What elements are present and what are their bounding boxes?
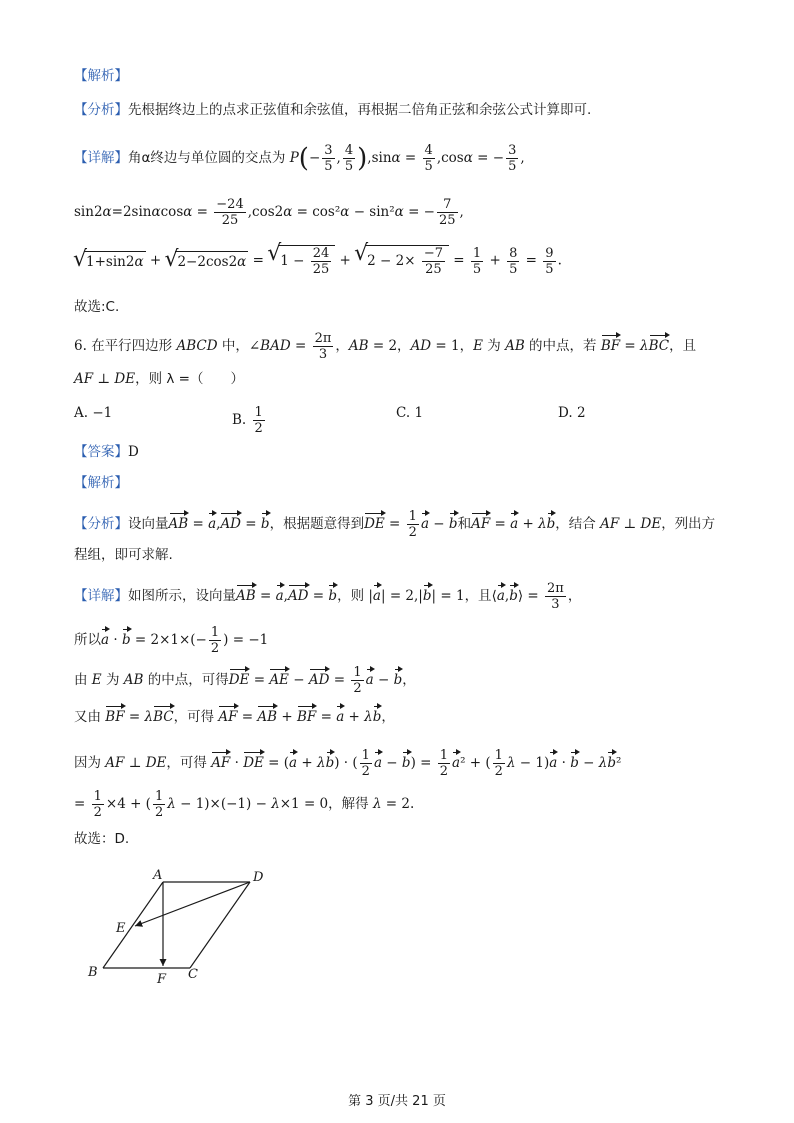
text: ，且 [464, 588, 492, 604]
tag-label: 【详解】 [74, 150, 128, 166]
text: 由 [74, 672, 88, 688]
answer-line-1 [74, 297, 119, 317]
text: 的中点，可得 [147, 672, 229, 688]
option-c [396, 405, 423, 421]
edge-dc [190, 882, 250, 968]
option-b: B. $\frac{1}{2}$ [232, 405, 263, 436]
analysis-tag-1 [74, 66, 128, 86]
answer-text: 故选：D. [74, 831, 130, 847]
stem-text: 中， [221, 338, 249, 354]
tag-label: 【答案】 [74, 444, 128, 460]
text: ，根据题意得到 [269, 516, 365, 532]
text: ，则 [337, 588, 365, 604]
answer-text: 故选:C. [74, 299, 120, 315]
tag-label: 【解析】 [74, 68, 128, 84]
tag-label: 【分析】 [74, 516, 128, 532]
line-dot-product: 所以a · b = 2×1×(− $\frac{1}{2}$ ) = −1 [74, 625, 269, 656]
math-line-sin2a: sin2α=2sinαcosα = $\frac{-24}{25}$ ,cos2α = cos²α − sin²α = − $\frac{7}{25}$ , [74, 197, 464, 228]
stem-text: ，若 [569, 338, 597, 354]
math-line-sqrt: √ 1+sin2α + √ 2−2cos2α = √ 1 − $\frac{24}{25}$ + √ 2 − 2× $\frac{-7}{25}$ = $\frac{1}{5}$ + $\frac{8}{5}$ = $\frac{9}{5}$ . [74, 245, 562, 277]
tag-label: 【分析】 [74, 102, 128, 118]
label-b: B [88, 965, 98, 980]
label-d: D [253, 870, 264, 885]
text: 程组，即可求解. [74, 547, 173, 563]
text: 和 [457, 516, 472, 532]
answer-line-2 [74, 829, 129, 849]
fenxi-line-2b [74, 545, 173, 565]
option-value: 2 [576, 405, 586, 421]
answer-value: D [128, 444, 139, 460]
vector-de [135, 882, 250, 926]
fenxi-line-1 [74, 100, 591, 120]
text: 如图所示，设向量 [128, 588, 236, 604]
question-6-stem-2: AF ⊥ DE，则 λ =（ ） [74, 371, 244, 387]
label-c: C [188, 967, 198, 982]
fenxi-line-2: 【分析】设向量AB = a,AD = b，根据题意得到DE = $\frac{1}{2}$ a − b和AF = a + λb，结合 AF ⊥ DE，列出方 [74, 509, 716, 540]
text: ，可得 [166, 755, 207, 771]
text: 又由 [74, 709, 101, 725]
option-label: D. [558, 405, 573, 421]
edge-ab [103, 882, 163, 968]
stem-text: ，则 λ =（ ） [135, 371, 244, 387]
line-de: 由 E 为 AB 的中点，可得DE = AE − AD = $\frac{1}{2}$ a − b， [74, 665, 416, 696]
text: 设向量 [128, 516, 169, 532]
label-f: F [157, 972, 167, 987]
tag-label: 【详解】 [74, 588, 128, 604]
option-label: A. [74, 405, 89, 421]
line-result: = $\frac{1}{2}$ ×4 + ( $\frac{1}{2}$ λ − 1)×(−1) − λ×1 = 0，解得 λ = 2. [74, 789, 415, 820]
option-label: C. [396, 405, 411, 421]
option-d [558, 405, 586, 421]
line-because: 因为 AF ⊥ DE，可得 AF · DE = (a + λb) · ( $\frac{1}{2}$ a − b) = $\frac{1}{2}$ a² + ( $\frac{1}{2}$ λ − 1)a · b − λb² [74, 748, 622, 779]
xiangjie-text: 角α终边与单位圆的交点为 [128, 150, 286, 166]
line-af: 又由 BF = λBC，可得 AF = AB + BF = a + λb， [74, 709, 395, 725]
text: 为 [105, 672, 120, 688]
stem-text: 在平行四边形 [91, 338, 173, 354]
text: ，结合 [555, 516, 596, 532]
text: 所以 [74, 632, 101, 648]
page-footer: 第 3 页/共 21 页 [348, 1094, 446, 1109]
text: 因为 [74, 755, 101, 771]
stem-text: ，且 [669, 338, 697, 354]
xiangjie-line-2: 【详解】如图所示，设向量AB = a,AD = b，则 |a| = 2,|b| = 1，且⟨a,b⟩ = $\frac{2\pi}{3}$ ， [74, 581, 582, 612]
question-number: 6. [74, 338, 87, 354]
xiangjie-line-1: 【详解】角α终边与单位圆的交点为 P(− $\frac{3}{5}$ , $\frac{4}{5}$ ),sinα = $\frac{4}{5}$ ,cosα = − $\frac{3}{5}$ , [74, 143, 525, 174]
text: ，可得 [173, 709, 215, 725]
label-e: E [116, 921, 126, 936]
option-value: 1 [414, 405, 424, 421]
question-6-stem: 6. 在平行四边形 ABCD 中，∠BAD = $\frac{2\pi}{3}$ ，AB = 2，AD = 1，E 为 AB 的中点，若 BF = λBC，且 [74, 331, 697, 362]
parallelogram-figure [80, 862, 280, 992]
text: ，列出方 [661, 516, 716, 532]
option-a [74, 405, 112, 421]
label-a: A [153, 868, 163, 883]
option-value: −1 [92, 405, 113, 421]
option-label: B. [232, 412, 247, 428]
analysis-tag-2 [74, 473, 128, 493]
fenxi-text: 先根据终边上的点求正弦值和余弦值，再根据二倍角正弦和余弦公式计算即可. [128, 102, 592, 118]
tag-label: 【解析】 [74, 475, 128, 491]
text: ，解得 [328, 796, 369, 812]
answer-tag-line [74, 442, 139, 462]
